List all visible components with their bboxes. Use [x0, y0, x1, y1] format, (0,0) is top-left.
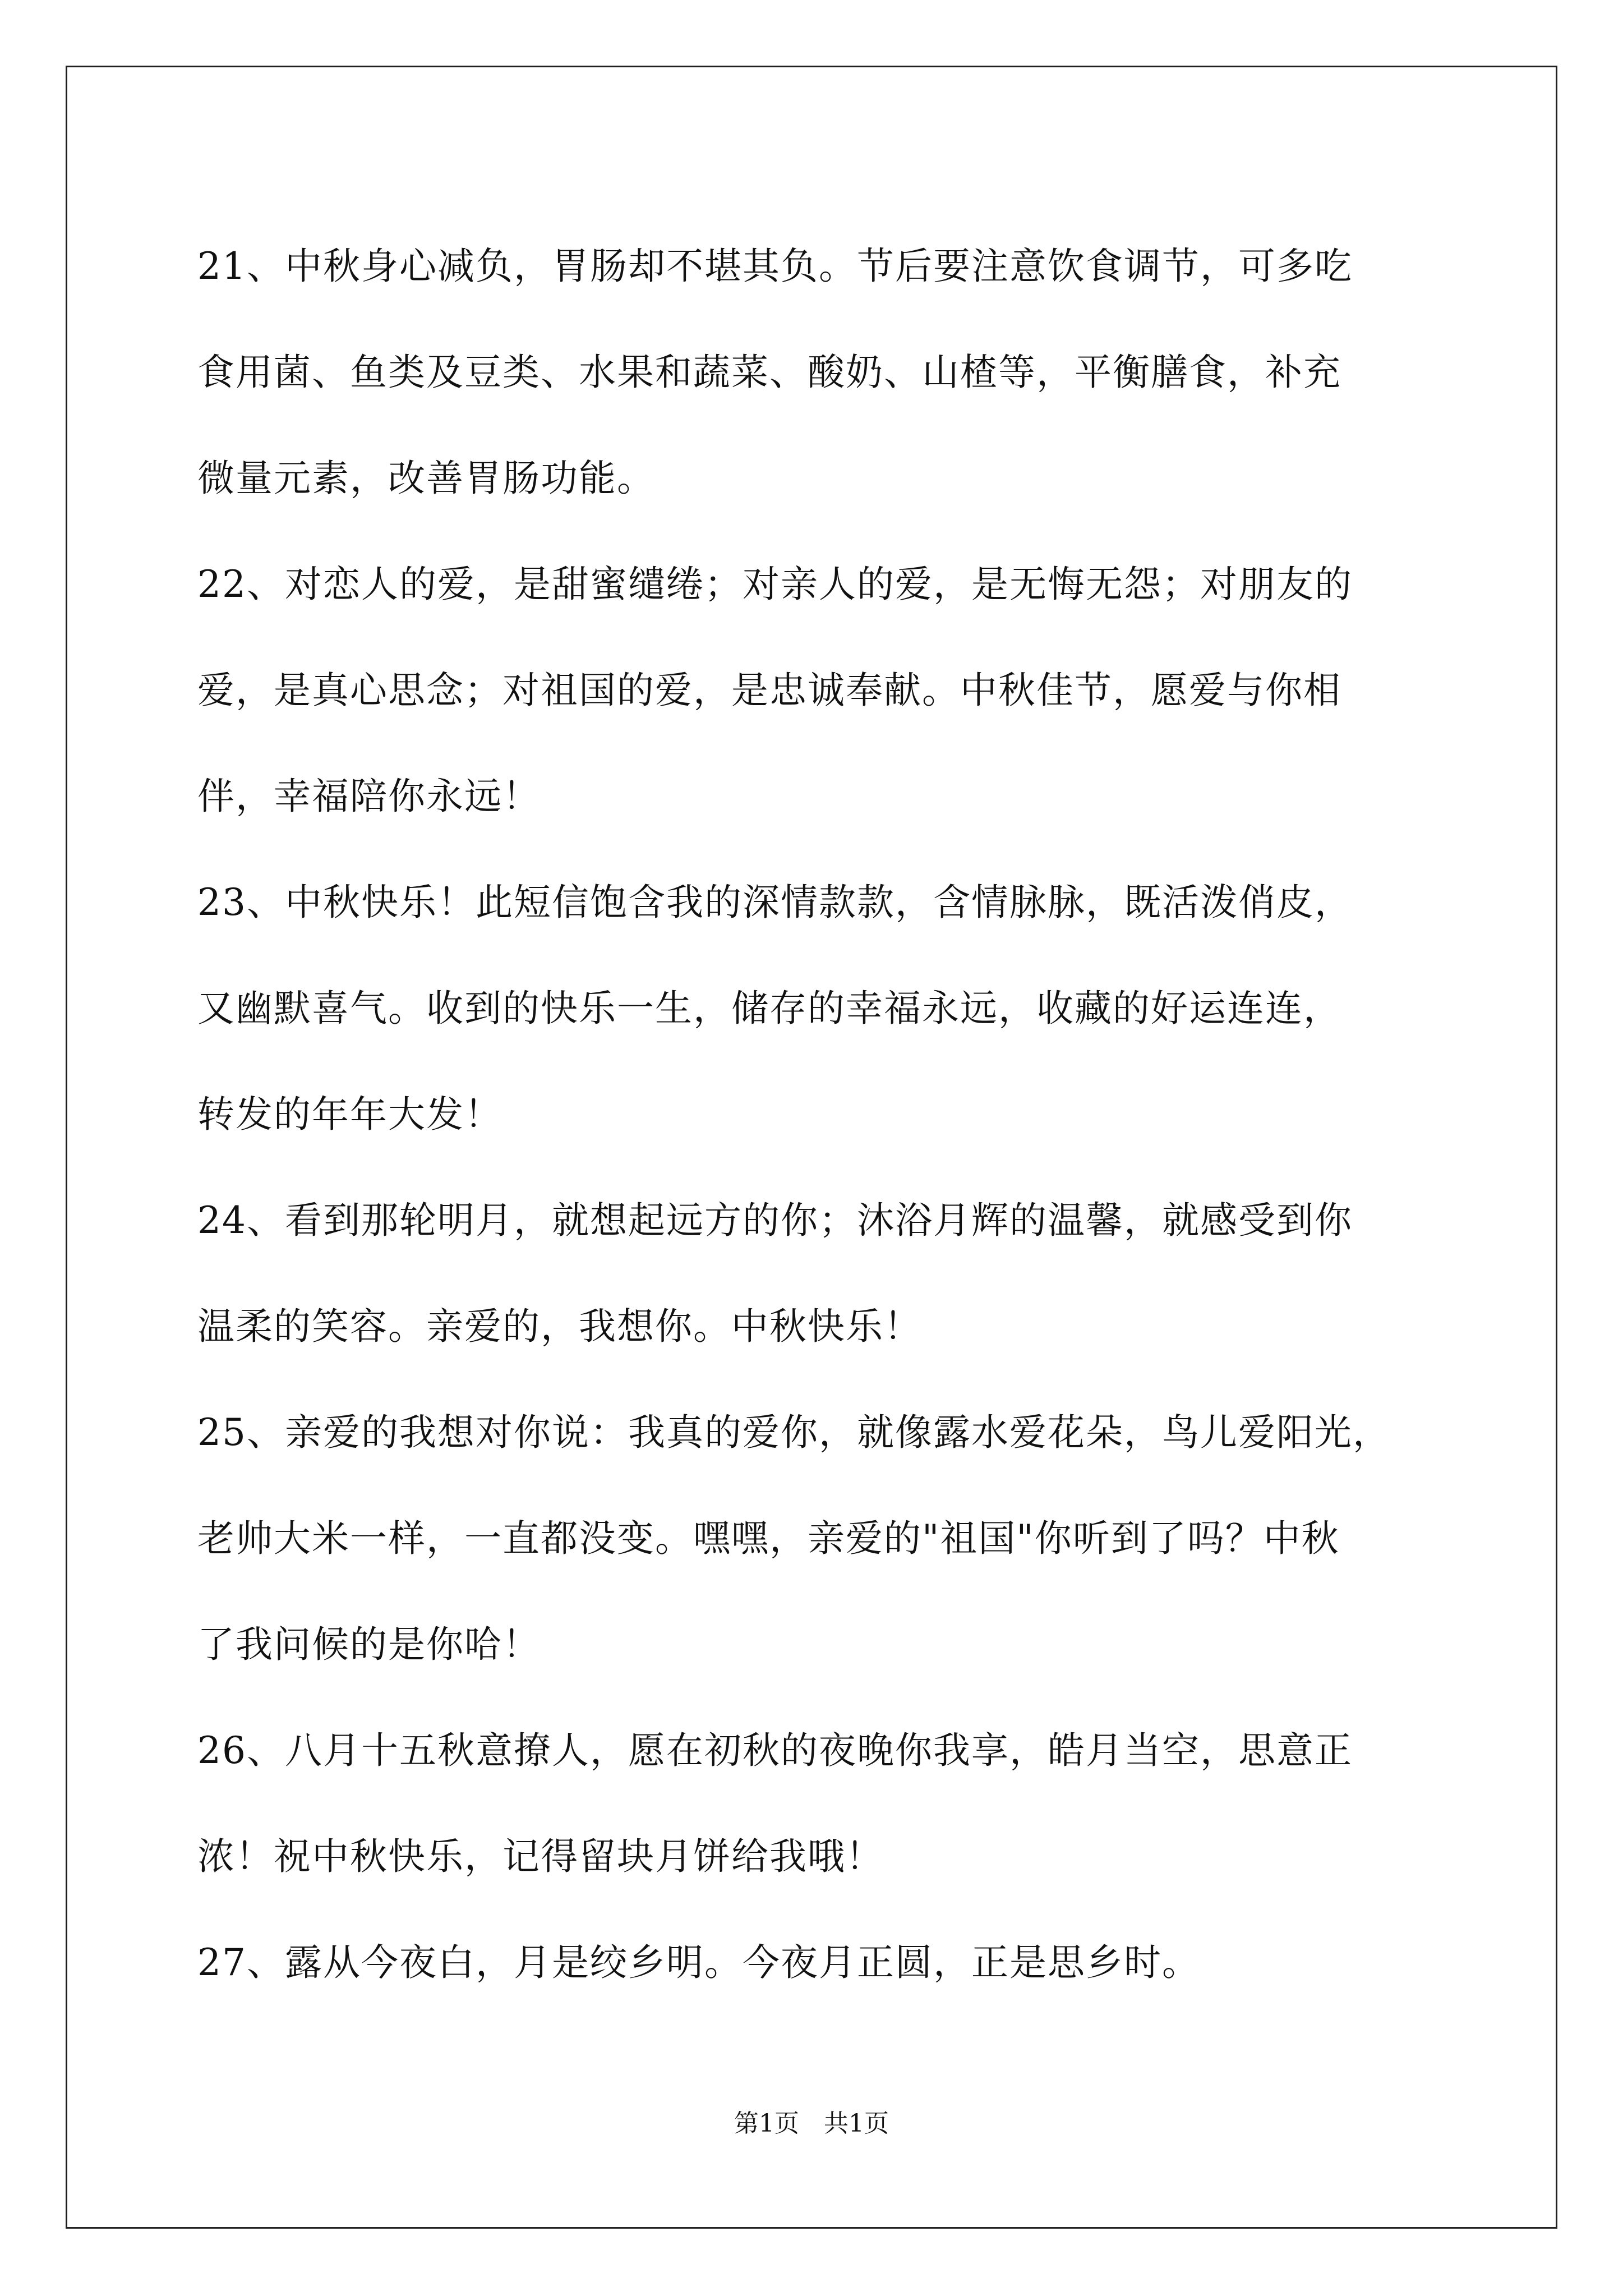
paragraph-25: [197, 1379, 1448, 1697]
text-line: 爱，是真心思念；对祖国的爱，是忠诚奉献。中秋佳节，愿爱与你相: [197, 669, 1341, 712]
text-line: 老帅大米一样，一直都没变。嘿嘿，亲爱的"祖国"你听到了吗？中秋: [197, 1517, 1340, 1560]
text-line: 又幽默喜气。收到的快乐一生，储存的幸福永远，收藏的好运连连，: [197, 987, 1341, 1030]
text-line: 25、亲爱的我想对你说：我真的爱你，就像露水爱花朵，鸟儿爱阳光，: [197, 1411, 1391, 1454]
text-line: 温柔的笑容。亲爱的，我想你。中秋快乐！: [197, 1305, 922, 1348]
text-line: 食用菌、鱼类及豆类、水果和蔬菜、酸奶、山楂等，平衡膳食，补充: [197, 351, 1341, 394]
document-body: [197, 213, 1448, 2016]
text-line: 23、中秋快乐！此短信饱含我的深情款款，含情脉脉，既活泼俏皮，: [197, 881, 1353, 924]
text-line: 27、露从今夜白，月是绞乡明。今夜月正圆，正是思乡时。: [197, 1941, 1200, 1984]
text-line: 转发的年年大发！: [197, 1093, 502, 1136]
text-line: 24、看到那轮明月，就想起远方的你；沐浴月辉的温馨，就感受到你: [197, 1199, 1353, 1242]
text-line: 浓！祝中秋快乐，记得留块月饼给我哦！: [197, 1835, 884, 1878]
text-line: 21、中秋身心减负，胃肠却不堪其负。节后要注意饮食调节，可多吃: [197, 245, 1353, 288]
text-line: 伴，幸福陪你永远！: [197, 775, 541, 818]
paragraph-26: [197, 1697, 1448, 1910]
page-number-footer: 第1页 共1页: [734, 2109, 889, 2138]
paragraph-22: [197, 531, 1448, 849]
text-line: 了我问候的是你哈！: [197, 1623, 541, 1666]
paragraph-23: [197, 849, 1448, 1167]
paragraph-27: [197, 1910, 1448, 2016]
text-line: 微量元素，改善胃肠功能。: [197, 457, 655, 500]
paragraph-24: [197, 1167, 1448, 1379]
text-line: 26、八月十五秋意撩人，愿在初秋的夜晚你我享，皓月当空，思意正: [197, 1729, 1353, 1772]
text-line: 22、对恋人的爱，是甜蜜缱绻；对亲人的爱，是无悔无怨；对朋友的: [197, 563, 1353, 606]
paragraph-21: [197, 213, 1448, 531]
